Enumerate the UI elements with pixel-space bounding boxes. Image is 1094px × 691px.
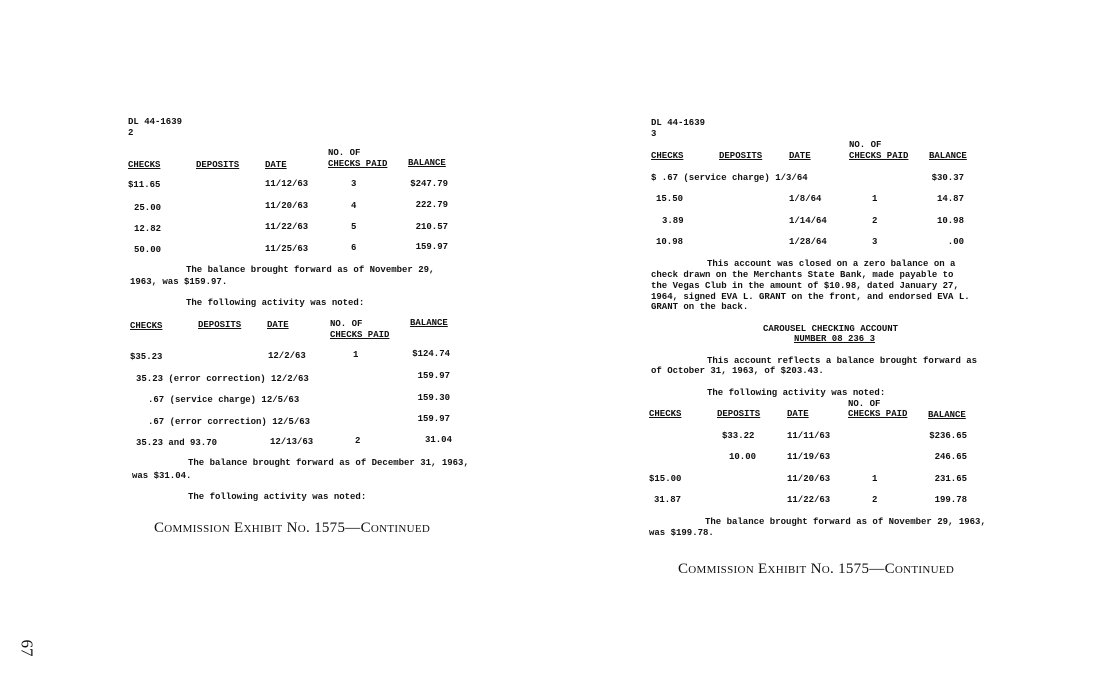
cell-date: 11/12/63 [265, 179, 309, 189]
cell-checks: 12.82 [134, 224, 162, 234]
cell-checks: .67 (error correction) 12/5/63 [148, 417, 311, 427]
cell-paid: 2 [355, 436, 361, 446]
paragraph-line: The balance brought forward as of November 29, [186, 265, 435, 275]
paragraph-line: was $199.78. [649, 528, 714, 538]
cell-checks: 25.00 [134, 203, 162, 213]
cell-checks: 35.23 and 93.70 [136, 438, 218, 448]
col-header-checks-paid: CHECKS PAID [849, 151, 909, 161]
cell-balance: 210.57 [415, 222, 448, 232]
cell-checks: $ .67 (service charge) 1/3/64 [651, 173, 808, 183]
col-header-checks: CHECKS [130, 321, 163, 331]
col-header-checks: CHECKS [649, 409, 682, 419]
exhibit-caption: Commission Exhibit No. 1575—Continued [678, 561, 955, 577]
col-header-checks-paid: CHECKS PAID [328, 159, 388, 169]
paragraph-line: check drawn on the Merchants State Bank, made payable to [651, 270, 954, 280]
page-label: 2 [128, 128, 134, 138]
paragraph-line: The balance brought forward as of December 31, 1963, [188, 458, 469, 468]
cell-checks: 31.87 [654, 495, 682, 505]
cell-balance: $30.37 [931, 173, 964, 183]
cell-checks: 35.23 (error correction) 12/2/63 [136, 374, 309, 384]
cell-balance: 14.87 [936, 194, 964, 204]
paragraph-line: The balance brought forward as of November 29, 1963, [705, 517, 986, 527]
col-header-balance: BALANCE [410, 318, 448, 328]
cell-date: 11/11/63 [787, 431, 831, 441]
cell-balance: 10.98 [936, 216, 964, 226]
cell-date: 11/20/63 [787, 474, 831, 484]
cell-paid: 4 [351, 201, 357, 211]
cell-paid: 2 [872, 216, 878, 226]
cell-checks: $15.00 [649, 474, 682, 484]
cell-balance: 159.97 [417, 414, 450, 424]
cell-date: 11/20/63 [265, 201, 309, 211]
cell-balance: 246.65 [934, 452, 967, 462]
paragraph-line: This account was closed on a zero balance on a [707, 259, 956, 269]
cell-date: 1/14/64 [789, 216, 827, 226]
cell-checks: $11.65 [128, 180, 161, 190]
col-header-date: DATE [787, 409, 809, 419]
col-header-checks: CHECKS [651, 151, 684, 161]
cell-date: 11/22/63 [265, 222, 309, 232]
cell-balance: 159.30 [417, 393, 450, 403]
cell-paid: 2 [872, 495, 878, 505]
cell-balance: 231.65 [934, 474, 967, 484]
cell-checks: 15.50 [656, 194, 684, 204]
cell-paid: 1 [872, 474, 878, 484]
account-number: NUMBER 08 236 3 [793, 334, 875, 344]
col-header-checks: CHECKS [128, 160, 161, 170]
cell-date: 12/2/63 [268, 351, 306, 361]
paragraph-line: of October 31, 1963, of $203.43. [651, 366, 824, 376]
paragraph-line: 1964, signed EVA L. GRANT on the front, and endorsed EVA L. [651, 292, 970, 302]
paragraph-line: GRANT on the back. [651, 302, 749, 312]
cell-paid: 3 [351, 179, 357, 189]
cell-checks: $35.23 [130, 352, 163, 362]
cell-balance: 222.79 [415, 200, 448, 210]
cell-date: 11/25/63 [265, 244, 309, 254]
col-header-deposits: DEPOSITS [198, 320, 242, 330]
cell-paid: 3 [872, 237, 878, 247]
account-title: CAROUSEL CHECKING ACCOUNT [763, 324, 899, 334]
file-number: DL 44-1639 [128, 117, 183, 127]
cell-date: 1/8/64 [789, 194, 822, 204]
paragraph-line: This account reflects a balance brought forward as [707, 356, 978, 366]
cell-paid: 1 [353, 350, 359, 360]
cell-balance: .00 [947, 237, 964, 247]
cell-balance: $236.65 [929, 431, 967, 441]
cell-balance: $247.79 [410, 179, 448, 189]
cell-date: 12/13/63 [270, 437, 314, 447]
cell-paid: 1 [872, 194, 878, 204]
page-label: 3 [651, 129, 657, 139]
col-header-no-of: NO. OF [849, 140, 882, 150]
paragraph-line: The following activity was noted: [186, 298, 365, 308]
col-header-deposits: DEPOSITS [717, 409, 761, 419]
paragraph-line: The following activity was noted: [707, 388, 886, 398]
col-header-no-of: NO. OF [328, 148, 361, 158]
col-header-checks-paid: CHECKS PAID [330, 330, 390, 340]
col-header-balance: BALANCE [929, 151, 967, 161]
cell-date: 1/28/64 [789, 237, 827, 247]
col-header-balance: BALANCE [408, 158, 446, 168]
cell-paid: 6 [351, 243, 357, 253]
col-header-checks-paid: CHECKS PAID [848, 409, 908, 419]
col-header-deposits: DEPOSITS [196, 160, 240, 170]
col-header-balance: BALANCE [928, 410, 966, 420]
cell-deposits: 10.00 [729, 452, 757, 462]
col-header-deposits: DEPOSITS [719, 151, 763, 161]
cell-date: 11/22/63 [787, 495, 831, 505]
paragraph-line: 1963, was $159.97. [130, 277, 228, 287]
col-header-no-of: NO. OF [330, 319, 363, 329]
cell-checks: 10.98 [656, 237, 684, 247]
cell-date: 11/19/63 [787, 452, 831, 462]
col-header-no-of: NO. OF [848, 399, 881, 409]
cell-balance: 31.04 [424, 435, 452, 445]
exhibit-caption: Commission Exhibit No. 1575—Continued [154, 520, 431, 536]
file-number: DL 44-1639 [651, 118, 706, 128]
paragraph-line: the Vegas Club in the amount of $10.98, dated January 27, [651, 281, 959, 291]
cell-balance: 159.97 [415, 242, 448, 252]
page-number: 67 [17, 639, 37, 657]
paragraph-line: The following activity was noted: [188, 492, 367, 502]
cell-balance: 159.97 [417, 371, 450, 381]
col-header-date: DATE [789, 151, 811, 161]
cell-paid: 5 [351, 222, 357, 232]
cell-deposits: $33.22 [722, 431, 755, 441]
cell-checks: 3.89 [662, 216, 684, 226]
col-header-date: DATE [267, 320, 289, 330]
cell-balance: 199.78 [934, 495, 967, 505]
col-header-date: DATE [265, 160, 287, 170]
cell-balance: $124.74 [412, 349, 450, 359]
cell-checks: 50.00 [134, 245, 162, 255]
cell-checks: .67 (service charge) 12/5/63 [148, 395, 300, 405]
paragraph-line: was $31.04. [132, 471, 192, 481]
